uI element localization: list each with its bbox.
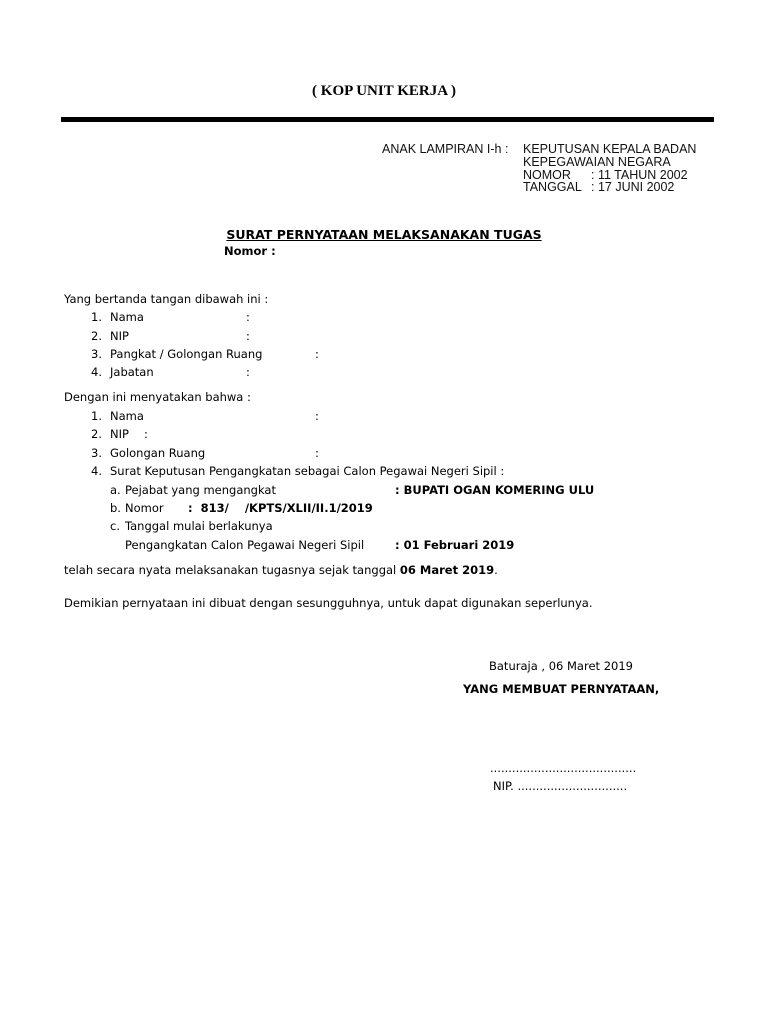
section1-item-colon: : [246,365,250,379]
section1-intro: Yang bertanda tangan dibawah ini : [64,292,269,306]
sub-item-letter: b. [110,501,121,515]
section2-item-colon: : [144,427,148,441]
statement-end: . [494,563,498,577]
lampiran-nomor-value: : 11 TAHUN 2002 [591,168,688,182]
lampiran-line2: KEPEGAWAIAN NEGARA [523,155,671,169]
sub-item-label: Pejabat yang mengangkat [125,483,276,497]
nomor-label: Nomor : [224,244,276,258]
section2-item-colon: : [315,446,319,460]
statement-text: telah secara nyata melaksanakan tugasnya sejak tanggal [64,563,400,577]
section1-item-num: 2. [91,329,102,343]
statement-date: 06 Maret 2019 [399,563,495,577]
sub-item-label: Tanggal mulai berlakunya [125,519,273,533]
section1-item-label: NIP [110,329,129,343]
statement-line [64,563,498,577]
section2-item-num: 3. [91,446,102,460]
section2-item-label: Surat Keputusan Pengangkatan sebagai Calon Pegawai Negeri Sipil : [110,464,505,478]
sub-item-label: Nomor [125,501,164,515]
section2-intro: Dengan ini menyatakan bahwa : [64,390,251,404]
sub-item-c-value: : 01 Februari 2019 [395,538,515,552]
closing-text: Demikian pernyataan ini dibuat dengan sesungguhnya, untuk dapat digunakan seperlunya. [64,596,593,610]
sub-item-letter: c. [110,519,120,533]
signer-role: YANG MEMBUAT PERNYATAAN, [463,682,660,696]
section1-item-num: 1. [91,310,102,324]
signature-name-line: ........................................ [490,761,637,775]
header-rule [61,117,714,122]
sub-item-letter: a. [110,483,121,497]
section2-item-num: 2. [91,427,102,441]
lampiran-line1: KEPUTUSAN KEPALA BADAN [523,142,697,156]
section2-item-label: Nama [110,409,144,423]
section1-item-colon: : [315,347,319,361]
section1-item-label: Nama [110,310,144,324]
section1-item-colon: : [246,310,250,324]
section1-item-num: 4. [91,365,102,379]
signature-nip: NIP. .............................. [493,779,628,793]
section2-item-num: 4. [91,464,102,478]
section1-item-label: Jabatan [110,365,154,379]
document-title: SURAT PERNYATAAN MELAKSANAKAN TUGAS [226,227,542,242]
section2-item-colon: : [315,409,319,423]
place-date: Baturaja , 06 Maret 2019 [489,659,633,673]
sub-item-c-line2: Pengangkatan Calon Pegawai Negeri Sipil [125,538,365,552]
section2-item-num: 1. [91,409,102,423]
section1-item-label: Pangkat / Golongan Ruang [110,347,263,361]
letterhead-title: ( KOP UNIT KERJA ) [312,83,456,99]
sub-item-value: : 813/ /KPTS/XLII/II.1/2019 [188,501,373,515]
section1-item-num: 3. [91,347,102,361]
sub-item-value: : BUPATI OGAN KOMERING ULU [395,483,595,497]
section2-item-label: Golongan Ruang [110,446,206,460]
lampiran-label: ANAK LAMPIRAN I-h : [382,142,509,156]
lampiran-tanggal-value: : 17 JUNI 2002 [591,180,675,194]
section1-item-colon: : [246,329,250,343]
lampiran-nomor-label: NOMOR [523,168,571,182]
section2-item-label: NIP [110,427,129,441]
lampiran-tanggal-label: TANGGAL [523,180,582,194]
